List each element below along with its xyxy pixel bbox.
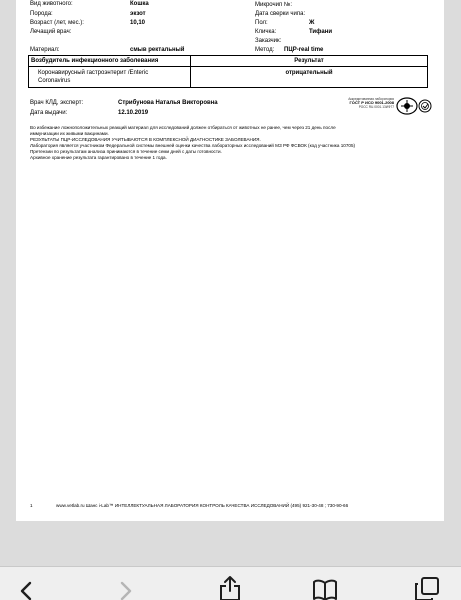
customer-label: Заказчик: [255, 38, 282, 44]
bookmarks-icon[interactable] [312, 579, 338, 600]
age-label: Возраст (лет, мес.): [30, 20, 84, 26]
browser-toolbar [0, 566, 461, 600]
back-arrow-icon[interactable] [18, 581, 34, 600]
quality-seal-icon [418, 99, 432, 113]
accreditation-text [316, 97, 394, 109]
accreditation-line3: РОСС RU.0001.13ИФ77 [358, 105, 394, 109]
accreditation-marks [316, 97, 431, 117]
note-line: Во избежание ложноположительных реакций материал для исследований должен отбираться от животных не ранее, чем через 21 день после [30, 125, 336, 130]
note-line: Претензии по результатам анализа принимаются в течение семи дней с даты готовности. [30, 149, 222, 154]
animal-label: Вид животного: [30, 1, 73, 7]
note-line: Архивное хранение результата гарантировано в течение 1 года. [30, 155, 167, 160]
header-result: Результат [294, 58, 324, 64]
date-value: 12.10.2019 [118, 110, 149, 116]
note-line: Лаборатория является участником Федеральной системы внешней оценки качества лабораторных исследований МЗ РФ ФСВОК (код участника 10705) [30, 143, 356, 148]
material-label: Материал: [30, 47, 60, 53]
expert-label: Врач КЛД, эксперт: [30, 100, 84, 106]
header-pathogen: Возбудитель инфекционного заболевания [31, 58, 159, 64]
breed-value: экзот [130, 11, 146, 17]
footer-text: www.vetlab.ru Шанс i-Lab™ ИНТЕЛЛЕКТУАЛЬНАЯ ЛАБОРАТОРИЯ КОНТРОЛЬ КАЧЕСТВА ИССЛЕДОВАНИЙ (495) 921-30-48 ; 730-90-66 [56, 503, 349, 508]
chip-date-label: Дата сверки чипа: [255, 11, 306, 17]
table-border-left [28, 55, 29, 88]
table-border-top [28, 55, 428, 56]
pathogen-name-line2: Coronavirus [38, 78, 71, 84]
forward-arrow-icon[interactable] [118, 581, 134, 600]
method-label: Метод: [255, 47, 275, 53]
sex-value: Ж [309, 20, 315, 26]
age-value: 10,10 [130, 20, 146, 26]
table-border-right [427, 55, 428, 88]
doctor-label: Лечащий врач: [30, 29, 72, 35]
pathogen-name-line1: Коронавирусный гастроэнтерит /Enteric [38, 70, 149, 76]
animal-value: Кошка [130, 1, 149, 7]
breed-label: Порода: [30, 11, 53, 17]
note-line: иммунизации их живыми вакцинами. [30, 131, 109, 136]
share-icon[interactable] [218, 575, 242, 600]
table-border-bottom [28, 87, 428, 88]
result-value: отрицательный [285, 70, 333, 76]
sex-label: Пол: [255, 20, 268, 26]
accreditation-line2: ГОСТ Р ИСО 9001-2008 [349, 100, 394, 105]
expert-value: Стрибунова Наталья Викторовна [118, 100, 218, 106]
page-number: 1 [30, 503, 33, 508]
note-line: РЕЗУЛЬТАТЫ ПЦР-ИССЛЕДОВАНИЯ УЧИТЫВАЮТСЯ В КОМПЛЕКСНОЙ ДИАГНОСТИКЕ ЗАБОЛЕВАНИЯ. [30, 137, 261, 142]
table-header-divider [28, 66, 428, 67]
certification-mark-icon [396, 97, 418, 115]
report-page [16, 0, 444, 521]
date-label: Дата выдачи: [30, 110, 68, 116]
nickname-value: Тифани [309, 29, 333, 35]
method-value: ПЦР-real time [284, 47, 324, 53]
microchip-label: Микрочип №: [255, 2, 293, 8]
tabs-icon[interactable] [414, 577, 440, 600]
accreditation-line1: Аккредитованная лаборатория [348, 97, 394, 101]
nickname-label: Кличка: [255, 29, 277, 35]
material-value: смыв ректальный [130, 47, 185, 53]
